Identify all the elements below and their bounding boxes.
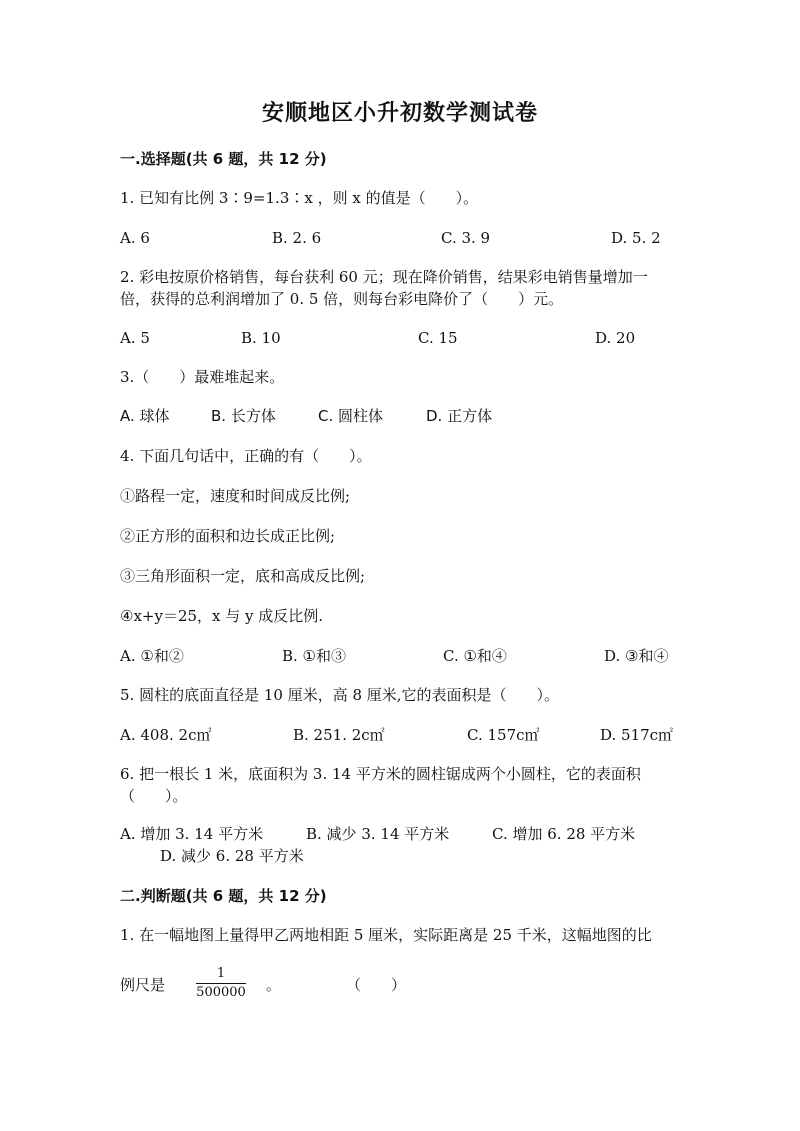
question-3-option-a: A. 球体	[120, 407, 170, 425]
question-1-option-c: C. 3. 9	[441, 229, 491, 247]
question-4-option-d: D. ③和④	[604, 647, 669, 665]
fraction-bar	[196, 983, 246, 984]
section-heading-choice: 一.选择题(共 6 题，共 12 分)	[120, 150, 327, 168]
question-1-option-d: D. 5. 2	[611, 229, 661, 247]
question-4-option-a: A. ①和②	[120, 647, 184, 665]
question-5-option-a: A. 408. 2c㎡	[120, 726, 212, 744]
judgment-1-stem-line1: 1. 在一幅地图上量得甲乙两地相距 5 厘米，实际距离是 25 千米，这幅地图的比	[120, 926, 652, 944]
question-5-option-d: D. 517c㎡	[600, 726, 674, 744]
question-2-stem-line2: 倍，获得的总利润增加了 0. 5 倍，则每台彩电降价了（ ）元。	[120, 290, 564, 308]
question-2-option-a: A. 5	[120, 329, 150, 347]
question-1-option-b: B. 2. 6	[272, 229, 322, 247]
question-5-stem: 5. 圆柱的底面直径是 10 厘米，高 8 厘米,它的表面积是（ ）。	[120, 686, 560, 704]
question-5-option-b: B. 251. 2c㎡	[293, 726, 385, 744]
question-6-option-d: D. 减少 6. 28 平方米	[160, 847, 304, 865]
page-title: 安顺地区小升初数学测试卷	[261, 100, 538, 126]
scale-fraction	[196, 966, 246, 1001]
question-2-option-b: B. 10	[241, 329, 281, 347]
question-4-stem: 4. 下面几句话中，正确的有（ ）。	[120, 447, 372, 465]
question-6-option-a: A. 增加 3. 14 平方米	[120, 825, 264, 843]
question-6-stem-line2: （ ）。	[120, 787, 188, 805]
scale-fraction-numerator: 1	[216, 966, 226, 981]
judgment-1-stem-prefix: 例尺是	[120, 976, 166, 994]
question-4-option-b: B. ①和③	[282, 647, 347, 665]
question-3-option-d: D. 正方体	[426, 407, 493, 425]
question-3-option-b: B. 长方体	[211, 407, 276, 425]
question-2-stem-line1: 2. 彩电按原价格销售，每台获利 60 元；现在降价销售，结果彩电销售量增加一	[120, 268, 648, 286]
question-3-option-c: C. 圆柱体	[318, 407, 384, 425]
judgment-1-answer-blank: （ ）	[346, 976, 407, 994]
question-4-statement-3: ③三角形面积一定，底和高成反比例;	[120, 567, 366, 585]
question-6-option-b: B. 减少 3. 14 平方米	[306, 825, 450, 843]
question-4-option-c: C. ①和④	[443, 647, 507, 665]
question-4-statement-2: ②正方形的面积和边长成正比例;	[120, 527, 336, 545]
question-4-statement-4: ④x+y＝25，x 与 y 成反比例.	[120, 607, 324, 625]
question-2-option-d: D. 20	[595, 329, 636, 347]
question-1-stem: 1. 已知有比例 3∶9=1.3∶x ，则 x 的值是（ ）。	[120, 189, 479, 207]
question-3-stem: 3.（ ）最难堆起来。	[120, 368, 285, 386]
question-6-stem-line1: 6. 把一根长 1 米，底面积为 3. 14 平方米的圆柱锯成两个小圆柱，它的表面积	[120, 765, 641, 783]
question-5-option-c: C. 157c㎡	[467, 726, 540, 744]
scale-fraction-denominator: 500000	[196, 985, 246, 1000]
question-2-option-c: C. 15	[418, 329, 458, 347]
question-6-option-c: C. 增加 6. 28 平方米	[492, 825, 636, 843]
question-4-statement-1: ①路程一定，速度和时间成反比例;	[120, 487, 351, 505]
judgment-1-suffix: 。	[266, 976, 282, 994]
section-heading-judgment: 二.判断题(共 6 题，共 12 分)	[120, 887, 327, 905]
question-1-option-a: A. 6	[120, 229, 150, 247]
